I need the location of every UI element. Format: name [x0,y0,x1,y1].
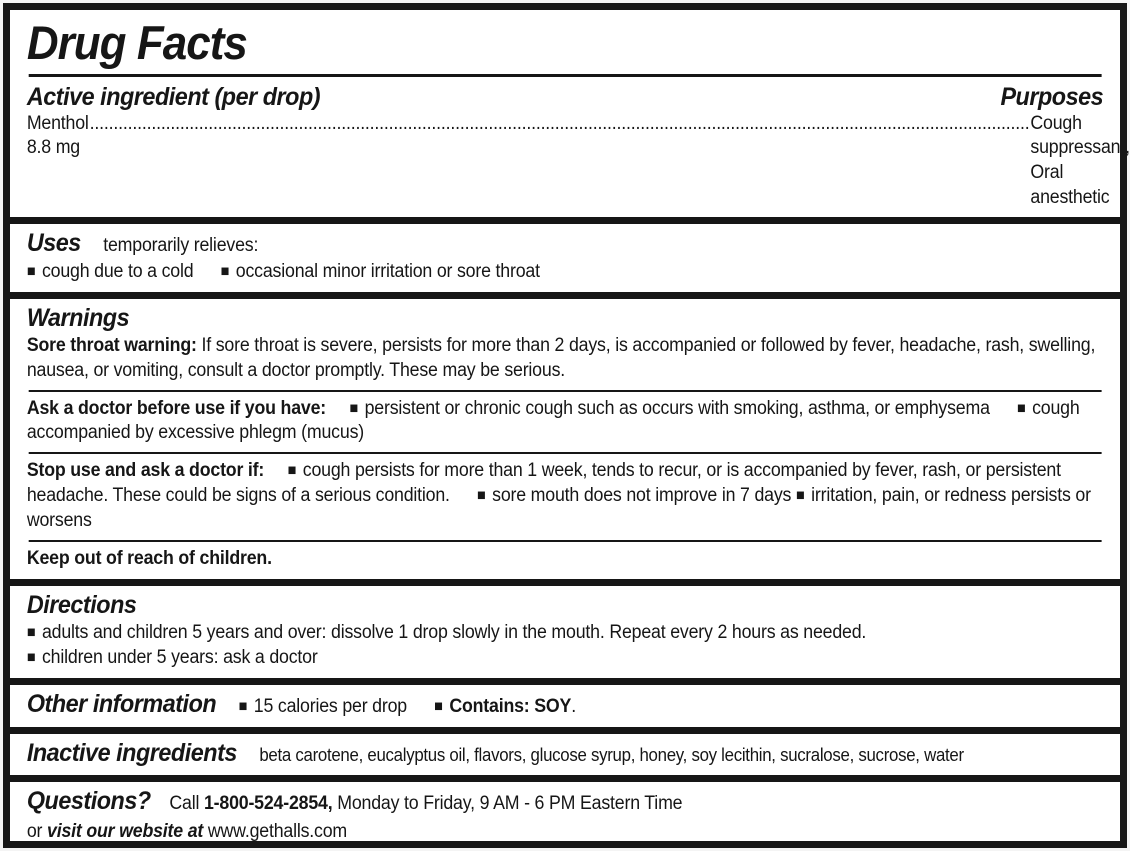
section-title-active [10,10,1130,217]
active-ingredient-heading: Active ingredient (per drop) [26,82,321,111]
section-directions [10,579,1120,679]
square-bullet-icon: ■ [26,263,36,281]
website-emphasis: visit our website at [47,820,204,842]
directions-bullet-row-2 [27,646,1103,671]
other-information-heading: Other information [26,690,217,719]
square-bullet-icon: ■ [476,487,486,505]
keep-out-of-reach: Keep out of reach of children. [26,547,272,569]
square-bullet-icon: ■ [434,698,443,716]
page-title: Drug Facts [26,16,247,69]
sore-throat-text: If sore throat is severe, persists for more than 2 days, is accompanied or followed by fever, headache, rash, swelling, nausea, or vomiting, consult a doctor promptly. These may be serious. [26,334,1096,381]
uses-bullet-2: occasional minor irritation or sore throat [235,261,540,283]
ask-doctor-warning [27,397,1103,447]
questions-website-line [27,820,1103,845]
questions-call-prefix: Call [169,792,200,814]
ask-doctor-lead: Ask a doctor before use if you have: [26,397,326,419]
other-info-calories: 15 calories per drop [253,696,407,718]
section-other-information [10,678,1120,727]
purposes-heading: Purposes [1000,82,1104,111]
warnings-heading: Warnings [26,304,130,332]
stop-use-bullet-3: irritation, pain, or redness persists or worsens [26,485,1091,531]
inactive-ingredients-heading: Inactive ingredients [26,739,237,768]
directions-bullet-2: children under 5 years: ask a doctor [41,647,318,669]
questions-heading: Questions? [26,786,151,815]
uses-intro: temporarily relieves: [103,235,259,257]
other-info-contains-period: . [571,696,576,718]
ask-doctor-bullet-2: cough accompanied by excessive phlegm (mucus) [26,397,1080,444]
questions-call-hours: Monday to Friday, 9 AM - 6 PM Eastern Time [337,792,683,814]
drug-facts-label [3,3,1130,848]
ingredient-purpose: Cough suppressant, Oral anesthetic [1030,112,1130,208]
uses-heading: Uses [26,229,81,258]
section-uses [10,217,1120,292]
square-bullet-icon: ■ [795,487,805,505]
active-ingredient-row [26,112,1130,211]
stop-use-lead: Stop use and ask a doctor if: [26,460,265,482]
ingredient-name: Menthol 8.8 mg [26,112,89,159]
square-bullet-icon: ■ [238,698,248,716]
directions-heading: Directions [26,590,137,619]
uses-bullet-1: cough due to a cold [41,261,194,283]
sore-throat-lead: Sore throat warning: [26,334,197,356]
uses-bullets [27,260,1103,285]
inactive-ingredients-list: beta carotene, eucalyptus oil, flavors, glucose syrup, honey, soy lecithin, sucralose, sucrose, water [259,745,964,766]
square-bullet-icon: ■ [287,462,297,480]
website-prefix: or [26,820,43,842]
square-bullet-icon: ■ [26,623,36,641]
website-url: www.gethalls.com [207,820,348,842]
sore-throat-warning [27,334,1103,384]
directions-bullet-1: adults and children 5 years and over: dissolve 1 drop slowly in the mouth. Repeat every 2 hours as needed. [41,621,867,643]
section-warnings [10,292,1120,579]
stop-use-bullet-1: cough persists for more than 1 week, tends to recur, or is accompanied by fever, rash, or persistent headache. These could be signs of a serious condition. [26,460,1061,507]
stop-use-bullet-2: sore mouth does not improve in 7 days [492,485,792,507]
warnings-divider [29,540,1102,542]
stop-use-warning [27,459,1103,534]
square-bullet-icon: ■ [1016,399,1026,417]
other-info-contains: Contains: SOY [449,696,572,718]
warnings-divider [29,452,1102,454]
square-bullet-icon: ■ [220,263,230,281]
directions-bullet-row-1 [27,621,1103,646]
warnings-divider [29,390,1102,392]
square-bullet-icon: ■ [26,649,36,667]
questions-phone-number: 1-800-524-2854, [203,792,333,814]
section-questions [10,775,1120,851]
ask-doctor-bullet-1: persistent or chronic cough such as occurs with smoking, asthma, or emphysema [364,397,990,419]
dot-leader [90,112,1030,137]
square-bullet-icon: ■ [349,399,359,417]
title-divider [29,74,1102,77]
section-inactive-ingredients [10,727,1120,775]
